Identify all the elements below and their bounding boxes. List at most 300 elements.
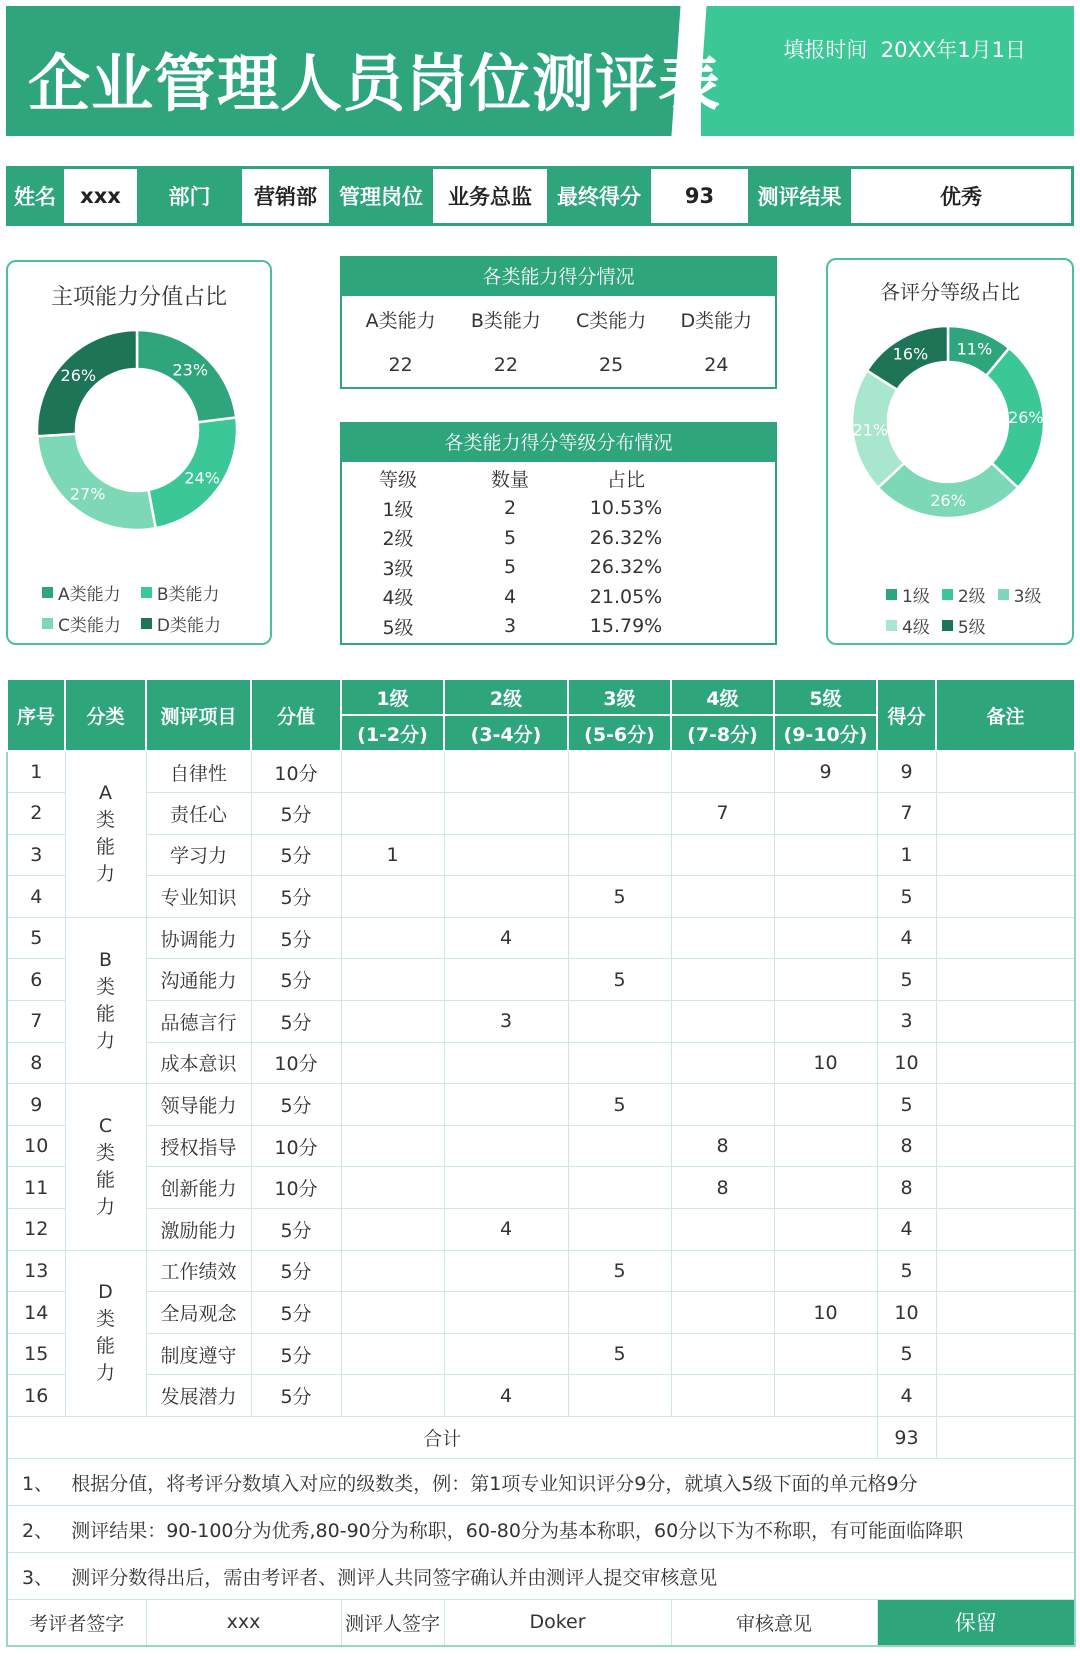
- row-level-2[interactable]: [444, 793, 568, 835]
- legend-swatch: [942, 589, 953, 600]
- col-category: 分类: [65, 679, 146, 751]
- row-score[interactable]: 5: [877, 876, 936, 918]
- table-row: [7, 1125, 1075, 1167]
- row-level-5[interactable]: [774, 876, 877, 918]
- table-row: [7, 1209, 1075, 1251]
- signature-row: [7, 1600, 1075, 1646]
- row-points: 10分: [251, 751, 341, 793]
- row-remark[interactable]: [936, 1209, 1075, 1251]
- row-remark[interactable]: [936, 917, 1075, 959]
- total-row: [7, 1417, 1075, 1459]
- col-level-3: 3级: [568, 679, 671, 715]
- row-points: 5分: [251, 959, 341, 1001]
- legend-label: 1级: [902, 587, 930, 607]
- row-seq: 1: [7, 751, 65, 793]
- row-level-1[interactable]: 1: [341, 834, 444, 876]
- legend-swatch: [42, 618, 53, 629]
- grade-share-panel: [826, 258, 1074, 645]
- row-level-5[interactable]: [774, 1167, 877, 1209]
- row-item: 全局观念: [146, 1292, 251, 1334]
- row-score[interactable]: 4: [877, 1209, 936, 1251]
- donut-label: 21%: [852, 420, 889, 440]
- grade-share-title: 各评分等级占比: [880, 280, 1020, 304]
- row-level-4[interactable]: [671, 1333, 774, 1375]
- category-label: A类能力: [65, 751, 146, 917]
- row-level-2[interactable]: [444, 1125, 568, 1167]
- row-item: 成本意识: [146, 1042, 251, 1084]
- row-level-1[interactable]: [341, 1167, 444, 1209]
- row-level-5[interactable]: [774, 793, 877, 835]
- row-remark[interactable]: [936, 1250, 1075, 1292]
- row-seq: 8: [7, 1042, 65, 1084]
- row-remark[interactable]: [936, 834, 1075, 876]
- row-level-5[interactable]: [774, 1209, 877, 1251]
- ability-share-title: 主项能力分值占比: [50, 285, 227, 310]
- grade-legend-item: [942, 613, 986, 638]
- row-level-3[interactable]: [568, 1375, 671, 1417]
- grade-dist-title: 各类能力得分等级分布情况: [342, 424, 775, 462]
- col-level-2: 2级: [444, 679, 568, 715]
- row-item: 责任心: [146, 793, 251, 835]
- name-value[interactable]: xxx: [64, 169, 137, 223]
- row-seq: 11: [7, 1167, 65, 1209]
- ability-header-2: C类能力: [575, 309, 647, 332]
- row-points: 10分: [251, 1042, 341, 1084]
- grade-legend-item: [942, 582, 986, 607]
- grade-dist-cell: 5级: [382, 616, 414, 639]
- row-level-4[interactable]: [671, 1375, 774, 1417]
- table-row: [7, 917, 1075, 959]
- row-remark[interactable]: [936, 793, 1075, 835]
- row-level-5[interactable]: [774, 1375, 877, 1417]
- row-points: 5分: [251, 793, 341, 835]
- fill-date: [783, 34, 1026, 64]
- page-title: 企业管理人员岗位测评表: [28, 47, 722, 120]
- row-score[interactable]: 8: [877, 1125, 936, 1167]
- row-level-3[interactable]: 5: [568, 959, 671, 1001]
- table-row: [7, 1084, 1075, 1126]
- row-level-3[interactable]: [568, 1042, 671, 1084]
- row-level-4[interactable]: 8: [671, 1167, 774, 1209]
- post-value[interactable]: 业务总监: [433, 169, 547, 223]
- donut-label: 23%: [172, 360, 209, 380]
- ability-legend-item: [141, 580, 221, 605]
- row-level-3[interactable]: [568, 1125, 671, 1167]
- row-seq: 6: [7, 959, 65, 1001]
- row-level-2[interactable]: [444, 1292, 568, 1334]
- col-level-3-range: (5-6分): [568, 715, 671, 751]
- legend-swatch: [942, 620, 953, 631]
- row-level-5[interactable]: [774, 1084, 877, 1126]
- note-2-num: 2、: [22, 1519, 54, 1542]
- row-seq: 16: [7, 1375, 65, 1417]
- row-level-2[interactable]: 4: [444, 917, 568, 959]
- legend-swatch: [998, 589, 1009, 600]
- row-item: 激励能力: [146, 1209, 251, 1251]
- result-value[interactable]: 优秀: [851, 169, 1071, 223]
- col-level-2-range: (3-4分): [444, 715, 568, 751]
- ability-scores-title: 各类能力得分情况: [342, 258, 775, 296]
- grade-share-donut: [828, 310, 1072, 540]
- row-level-2[interactable]: [444, 1333, 568, 1375]
- row-points: 10分: [251, 1167, 341, 1209]
- ability-header-0: A类能力: [365, 309, 436, 332]
- table-row: [7, 834, 1075, 876]
- row-score[interactable]: 8: [877, 1167, 936, 1209]
- row-seq: 5: [7, 917, 65, 959]
- ability-share-panel: [6, 260, 272, 645]
- row-level-2[interactable]: [444, 1250, 568, 1292]
- col-level-1: 1级: [341, 679, 444, 715]
- assessor-value[interactable]: xxx: [146, 1600, 341, 1646]
- row-level-1[interactable]: [341, 1001, 444, 1043]
- info-row: [6, 166, 1074, 226]
- grade-dist-cell: 2级: [382, 528, 414, 551]
- row-points: 5分: [251, 1209, 341, 1251]
- row-level-2[interactable]: [444, 876, 568, 918]
- legend-label: C类能力: [58, 616, 121, 636]
- row-level-1[interactable]: [341, 1084, 444, 1126]
- row-level-1[interactable]: [341, 751, 444, 793]
- note-3-num: 3、: [22, 1566, 54, 1589]
- table-row: [7, 1250, 1075, 1292]
- row-level-4[interactable]: [671, 751, 774, 793]
- col-remark: 备注: [936, 679, 1075, 751]
- row-points: 5分: [251, 834, 341, 876]
- row-level-5[interactable]: [774, 1125, 877, 1167]
- row-level-1[interactable]: [341, 917, 444, 959]
- row-remark[interactable]: [936, 876, 1075, 918]
- note-2-text: 测评结果：90-100分为优秀,80-90分为称职，60-80分为基本称职，60分以下为不称职，有可能面临降职: [71, 1519, 964, 1542]
- row-score[interactable]: 5: [877, 1333, 936, 1375]
- row-seq: 10: [7, 1125, 65, 1167]
- grade-dist-header-1: 数量: [490, 469, 529, 492]
- header-banner: [6, 6, 1074, 136]
- row-item: 沟通能力: [146, 959, 251, 1001]
- row-level-5[interactable]: [774, 1333, 877, 1375]
- row-score[interactable]: 10: [877, 1292, 936, 1334]
- row-level-3[interactable]: 5: [568, 1084, 671, 1126]
- row-level-3[interactable]: [568, 1209, 671, 1251]
- post-label: 管理岗位: [332, 169, 430, 223]
- tester-label: 测评人签字: [341, 1600, 444, 1646]
- row-seq: 7: [7, 1001, 65, 1043]
- score-label: 最终得分: [550, 169, 648, 223]
- total-value[interactable]: 93: [877, 1417, 936, 1459]
- row-level-1[interactable]: [341, 1292, 444, 1334]
- ability-legend-item: [141, 611, 221, 636]
- row-score[interactable]: 5: [877, 1084, 936, 1126]
- grade-dist-cell: 5: [503, 526, 517, 549]
- note-1-text: 根据分值，将考评分数填入对应的级数类，例：第1项专业知识评分9分，就填入5级下面的单元格9分: [71, 1472, 918, 1495]
- row-level-5[interactable]: 10: [774, 1292, 877, 1334]
- row-level-5[interactable]: [774, 917, 877, 959]
- row-points: 5分: [251, 1333, 341, 1375]
- row-level-2[interactable]: [444, 751, 568, 793]
- row-seq: 3: [7, 834, 65, 876]
- col-level-4: 4级: [671, 679, 774, 715]
- review-label: 审核意见: [671, 1600, 877, 1646]
- ability-value-1: 22: [493, 354, 518, 376]
- table-row: [7, 1333, 1075, 1375]
- grade-dist-cell: 3级: [382, 557, 414, 580]
- col-level-1-range: (1-2分): [341, 715, 444, 751]
- row-level-4[interactable]: 7: [671, 793, 774, 835]
- grade-dist-cell: 10.53%: [589, 497, 663, 520]
- row-level-5[interactable]: [774, 959, 877, 1001]
- row-level-4[interactable]: [671, 1292, 774, 1334]
- row-level-4[interactable]: [671, 876, 774, 918]
- row-level-4[interactable]: [671, 1250, 774, 1292]
- grade-dist-cell: 26.32%: [589, 556, 663, 579]
- row-level-3[interactable]: [568, 751, 671, 793]
- dept-label: 部门: [140, 169, 239, 223]
- ability-scores-grid: [342, 296, 775, 388]
- category-label: C类能力: [65, 1084, 146, 1250]
- row-level-1[interactable]: [341, 1250, 444, 1292]
- row-item: 创新能力: [146, 1167, 251, 1209]
- row-remark[interactable]: [936, 959, 1075, 1001]
- row-points: 10分: [251, 1125, 341, 1167]
- row-seq: 15: [7, 1333, 65, 1375]
- legend-swatch: [141, 587, 152, 598]
- row-item: 专业知识: [146, 876, 251, 918]
- total-label: 合计: [7, 1417, 877, 1459]
- row-level-5[interactable]: [774, 1001, 877, 1043]
- row-item: 学习力: [146, 834, 251, 876]
- note-row-3: [7, 1553, 1075, 1600]
- row-level-3[interactable]: [568, 834, 671, 876]
- row-item: 协调能力: [146, 917, 251, 959]
- row-level-2[interactable]: [444, 834, 568, 876]
- grade-legend-item: [886, 582, 930, 607]
- grade-dist-grid: [342, 462, 775, 641]
- row-score[interactable]: 1: [877, 834, 936, 876]
- row-remark[interactable]: [936, 1125, 1075, 1167]
- row-remark[interactable]: [936, 1084, 1075, 1126]
- fill-date-label: 填报时间: [783, 38, 868, 62]
- row-seq: 9: [7, 1084, 65, 1126]
- row-score[interactable]: 9: [877, 751, 936, 793]
- total-remark[interactable]: [936, 1417, 1075, 1459]
- row-level-3[interactable]: [568, 1001, 671, 1043]
- row-level-4[interactable]: [671, 834, 774, 876]
- row-level-4[interactable]: [671, 1209, 774, 1251]
- row-level-2[interactable]: [444, 1042, 568, 1084]
- legend-label: B类能力: [156, 585, 220, 605]
- row-level-5[interactable]: 9: [774, 751, 877, 793]
- grade-dist-cell: 1级: [382, 498, 414, 521]
- col-level-5-range: (9-10分): [774, 715, 877, 751]
- review-value[interactable]: 保留: [877, 1600, 1075, 1646]
- donut-label: 26%: [930, 491, 966, 510]
- row-level-3[interactable]: [568, 1167, 671, 1209]
- grade-dist-cell: 5: [503, 556, 517, 579]
- row-score[interactable]: 3: [877, 1001, 936, 1043]
- row-seq: 13: [7, 1250, 65, 1292]
- table-row: [7, 793, 1075, 835]
- donut-label: 27%: [69, 484, 106, 504]
- donut-slice-C类能力: [37, 434, 156, 530]
- row-level-1[interactable]: [341, 793, 444, 835]
- row-item: 工作绩效: [146, 1250, 251, 1292]
- ability-legend-item: [42, 611, 121, 636]
- ability-header-1: B类能力: [470, 309, 541, 332]
- row-level-1[interactable]: [341, 1042, 444, 1084]
- note-row-1: [7, 1459, 1075, 1506]
- grade-dist-cell: 3: [503, 615, 517, 638]
- legend-swatch: [141, 618, 152, 629]
- row-level-1[interactable]: [341, 876, 444, 918]
- row-level-1[interactable]: [341, 1125, 444, 1167]
- donut-label: 26%: [1008, 408, 1044, 428]
- row-level-2[interactable]: [444, 1167, 568, 1209]
- row-points: 5分: [251, 876, 341, 918]
- row-level-2[interactable]: 4: [444, 1375, 568, 1417]
- note-2: [7, 1506, 1075, 1553]
- row-level-1[interactable]: [341, 959, 444, 1001]
- note-3: [7, 1553, 1075, 1600]
- row-item: 自律性: [146, 751, 251, 793]
- ability-value-2: 25: [599, 354, 624, 376]
- col-points: 分值: [251, 679, 341, 751]
- row-remark[interactable]: [936, 1167, 1075, 1209]
- row-level-1[interactable]: [341, 1209, 444, 1251]
- col-level-5: 5级: [774, 679, 877, 715]
- ability-share-donut: [9, 320, 269, 560]
- table-row: [7, 1375, 1075, 1417]
- dept-value[interactable]: 营销部: [242, 169, 329, 223]
- row-score[interactable]: 4: [877, 1375, 936, 1417]
- table-row: [7, 751, 1075, 793]
- row-score[interactable]: 5: [877, 1250, 936, 1292]
- grade-dist-cell: 21.05%: [589, 585, 663, 608]
- grade-dist-cell: 4: [503, 585, 517, 608]
- col-level-4-range: (7-8分): [671, 715, 774, 751]
- grade-dist-table: [340, 422, 777, 645]
- note-1-num: 1、: [22, 1472, 54, 1495]
- fill-date-value: 20XX年1月1日: [880, 38, 1026, 62]
- ability-value-3: 24: [704, 354, 729, 376]
- row-level-3[interactable]: [568, 793, 671, 835]
- donut-label: 24%: [184, 468, 220, 488]
- row-level-3[interactable]: 5: [568, 1333, 671, 1375]
- row-level-4[interactable]: [671, 959, 774, 1001]
- grade-dist-cell: 26.32%: [589, 526, 663, 549]
- assessor-label: 考评者签字: [7, 1600, 146, 1646]
- row-points: 5分: [251, 1375, 341, 1417]
- legend-label: 4级: [902, 618, 930, 638]
- row-remark[interactable]: [936, 1333, 1075, 1375]
- grade-dist-cell: 4级: [382, 587, 414, 610]
- row-remark[interactable]: [936, 1292, 1075, 1334]
- grade-share-legend: [886, 582, 1041, 638]
- row-level-2[interactable]: 4: [444, 1209, 568, 1251]
- ability-scores-table: [340, 256, 777, 389]
- result-label: 测评结果: [751, 169, 848, 223]
- ability-legend-item: [42, 580, 121, 605]
- row-score[interactable]: 7: [877, 793, 936, 835]
- row-level-4[interactable]: [671, 917, 774, 959]
- legend-label: A类能力: [58, 585, 121, 605]
- row-level-4[interactable]: [671, 1084, 774, 1126]
- row-level-3[interactable]: 5: [568, 1250, 671, 1292]
- tester-value[interactable]: Doker: [444, 1600, 671, 1646]
- row-remark[interactable]: [936, 1042, 1075, 1084]
- donut-label: 26%: [60, 365, 97, 385]
- note-1: [7, 1459, 1075, 1506]
- ability-value-0: 22: [388, 354, 413, 376]
- row-item: 品德言行: [146, 1001, 251, 1043]
- row-level-5[interactable]: [774, 834, 877, 876]
- legend-swatch: [42, 587, 53, 598]
- row-remark[interactable]: [936, 751, 1075, 793]
- row-level-3[interactable]: 5: [568, 876, 671, 918]
- legend-swatch: [886, 620, 897, 631]
- col-item: 测评项目: [146, 679, 251, 751]
- row-remark[interactable]: [936, 1375, 1075, 1417]
- row-level-1[interactable]: [341, 1333, 444, 1375]
- row-level-2[interactable]: [444, 959, 568, 1001]
- row-item: 发展潜力: [146, 1375, 251, 1417]
- row-remark[interactable]: [936, 1001, 1075, 1043]
- row-points: 5分: [251, 1250, 341, 1292]
- category-label: D类能力: [65, 1250, 146, 1416]
- donut-label: 16%: [892, 344, 929, 364]
- row-seq: 2: [7, 793, 65, 835]
- row-item: 制度遵守: [146, 1333, 251, 1375]
- row-level-2[interactable]: 3: [444, 1001, 568, 1043]
- row-level-2[interactable]: [444, 1084, 568, 1126]
- grade-legend-item: [998, 582, 1042, 607]
- row-level-4[interactable]: [671, 1001, 774, 1043]
- legend-label: 5级: [957, 618, 986, 638]
- row-seq: 14: [7, 1292, 65, 1334]
- note-row-2: [7, 1506, 1075, 1553]
- row-score[interactable]: 10: [877, 1042, 936, 1084]
- row-level-5[interactable]: [774, 1250, 877, 1292]
- row-item: 授权指导: [146, 1125, 251, 1167]
- table-row: [7, 1292, 1075, 1334]
- row-score[interactable]: 4: [877, 917, 936, 959]
- row-item: 领导能力: [146, 1084, 251, 1126]
- col-score: 得分: [877, 679, 936, 751]
- grade-dist-header-0: 等级: [378, 469, 417, 492]
- score-value[interactable]: 93: [651, 169, 748, 223]
- donut-label: 11%: [956, 339, 993, 359]
- ability-share-legend: [42, 580, 221, 636]
- col-seq: 序号: [7, 679, 65, 751]
- row-level-3[interactable]: [568, 917, 671, 959]
- grade-legend-item: [886, 613, 930, 638]
- ability-header-3: D类能力: [680, 309, 753, 332]
- table-row: [7, 1001, 1075, 1043]
- row-level-5[interactable]: 10: [774, 1042, 877, 1084]
- row-score[interactable]: 5: [877, 959, 936, 1001]
- table-row: [7, 1042, 1075, 1084]
- legend-label: D类能力: [156, 616, 221, 636]
- row-level-4[interactable]: [671, 1042, 774, 1084]
- row-level-1[interactable]: [341, 1375, 444, 1417]
- row-points: 5分: [251, 1001, 341, 1043]
- legend-swatch: [886, 589, 897, 600]
- legend-label: 2级: [957, 587, 986, 607]
- row-level-4[interactable]: 8: [671, 1125, 774, 1167]
- table-row: [7, 876, 1075, 918]
- name-label: 姓名: [9, 169, 61, 223]
- note-3-text: 测评分数得出后，需由考评者、测评人共同签字确认并由测评人提交审核意见: [71, 1566, 718, 1589]
- row-level-3[interactable]: [568, 1292, 671, 1334]
